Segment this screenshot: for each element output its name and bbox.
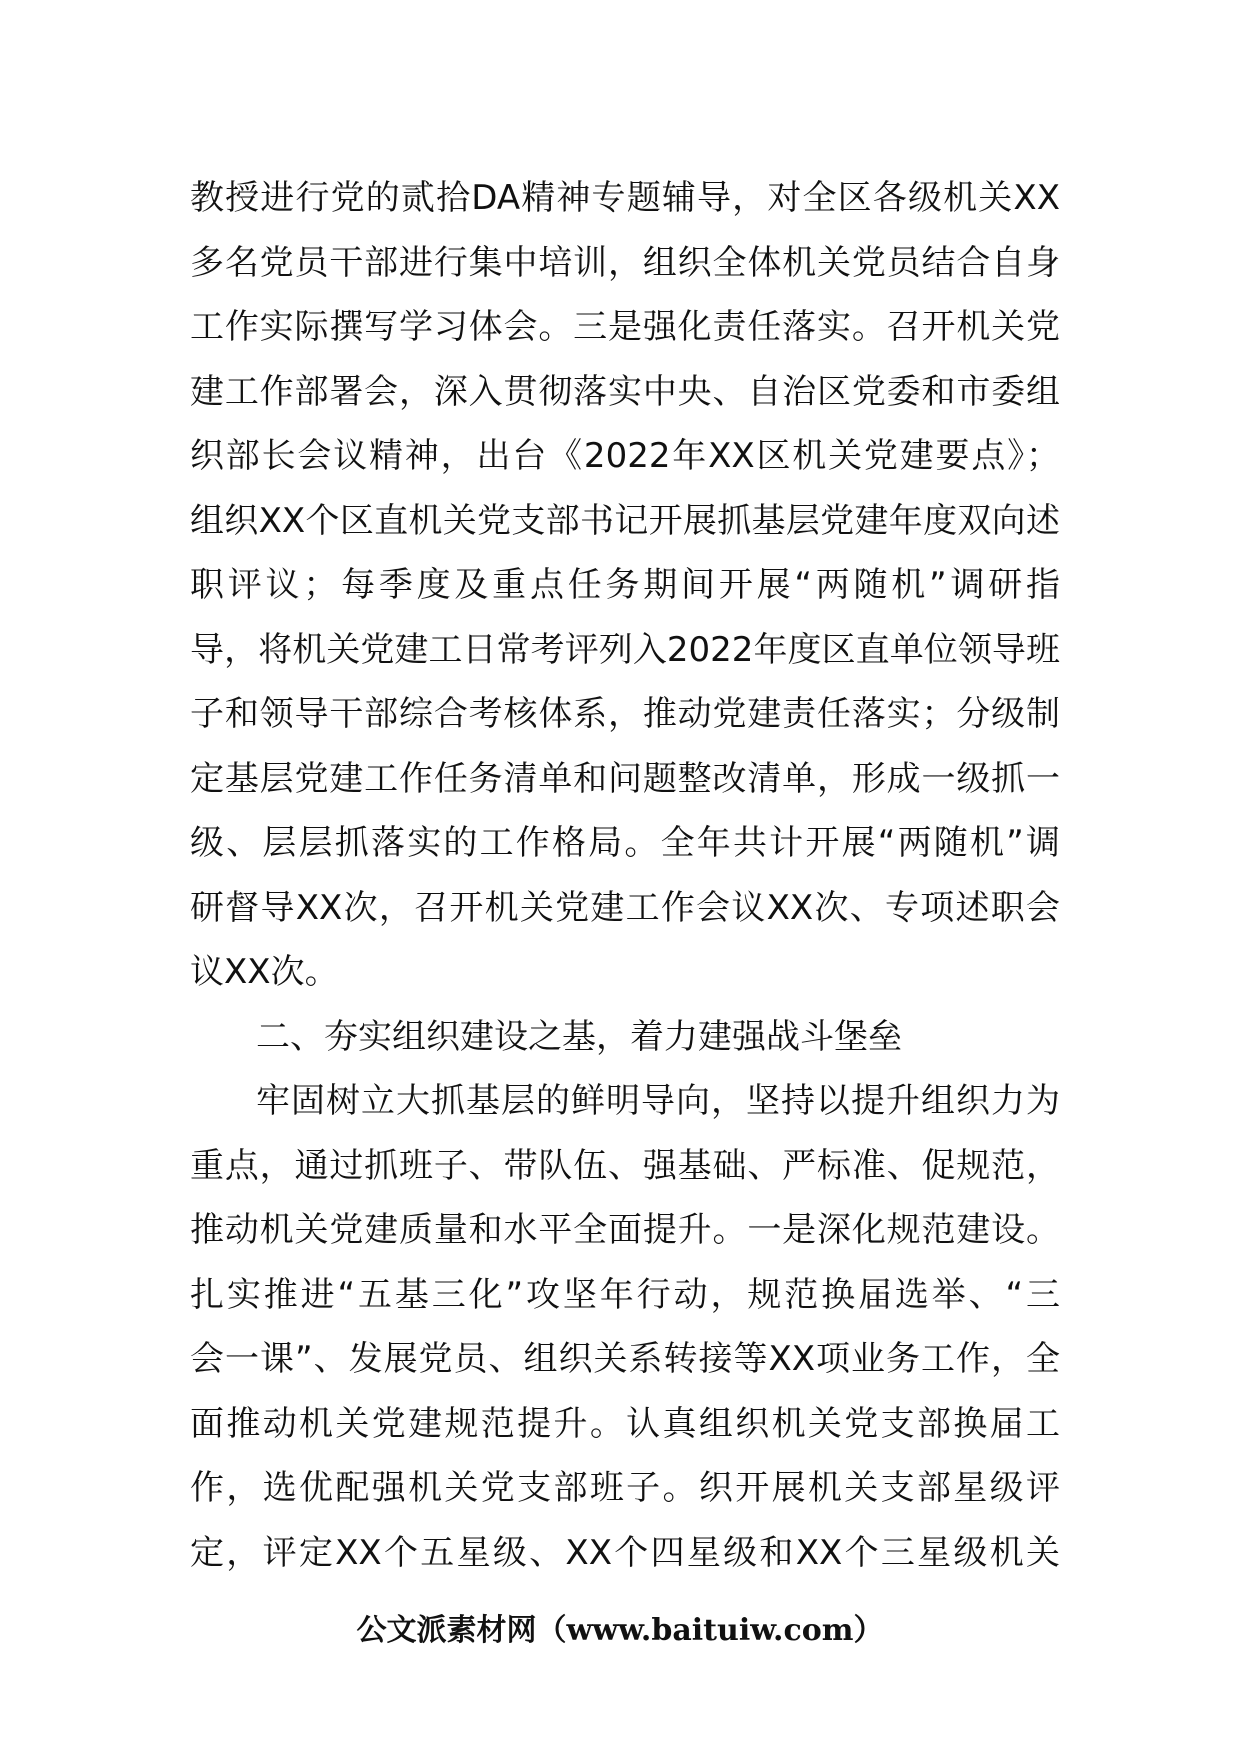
paragraph-line: 级、层层抓落实的工作格局。全年共计开展“两随机”调: [190, 823, 1060, 863]
paragraph-line: 建工作部署会，深入贯彻落实中央、自治区党委和市委组: [190, 371, 1060, 412]
paragraph-line: 组织XX个区直机关党支部书记开展抓基层党建年度双向述: [190, 500, 1060, 541]
paragraph-line: 多名党员干部进行集中培训，组织全体机关党员结合自身: [190, 242, 1060, 283]
paragraph-line: 工作实际撰写学习体会。三是强化责任落实。召开机关党: [190, 307, 1060, 347]
paragraph-line: 教授进行党的贰拾DA精神专题辅导，对全区各级机关XX: [190, 178, 1060, 218]
paragraph-line: 织部长会议精神，出台《2022年XX区机关党建要点》；: [190, 436, 1060, 476]
section-heading: 二、夯实组织建设之基，着力建强战斗堡垒: [256, 1016, 902, 1057]
body-text: [190, 166, 1060, 1585]
paragraph-line: 定，评定XX个五星级、XX个四星级和XX个三星级机关: [190, 1532, 1060, 1573]
paragraph-line: 牢固树立大抓基层的鲜明导向，坚持以提升组织力为: [256, 1081, 1060, 1121]
paragraph-line: 会一课”、发展党员、组织关系转接等XX项业务工作，全: [190, 1339, 1060, 1379]
paragraph-line: 子和领导干部综合考核体系，推动党建责任落实；分级制: [190, 694, 1060, 734]
paragraph-line: 定基层党建工作任务清单和问题整改清单，形成一级抓一: [190, 758, 1060, 799]
paragraph-line: 作，选优配强机关党支部班子。织开展机关支部星级评: [190, 1468, 1060, 1508]
paragraph-line: 推动机关党建质量和水平全面提升。一是深化规范建设。: [190, 1210, 1060, 1250]
footer-watermark: 公文派素材网（www.baituiw.com）: [356, 1613, 884, 1648]
paragraph-line: 面推动机关党建规范提升。认真组织机关党支部换届工: [190, 1403, 1060, 1444]
paragraph-line: 研督导XX次，召开机关党建工作会议XX次、专项述职会: [190, 887, 1060, 928]
paragraph-line: 职评议；每季度及重点任务期间开展“两随机”调研指: [190, 565, 1060, 605]
paragraph-line: 扎实推进“五基三化”攻坚年行动，规范换届选举、“三: [190, 1274, 1060, 1315]
paragraph-line: 导，将机关党建工日常考评列入2022年度区直单位领导班: [190, 629, 1060, 670]
paragraph-line: 重点，通过抓班子、带队伍、强基础、严标准、促规范，: [190, 1145, 1060, 1186]
paragraph-line: 议XX次。: [190, 952, 339, 992]
